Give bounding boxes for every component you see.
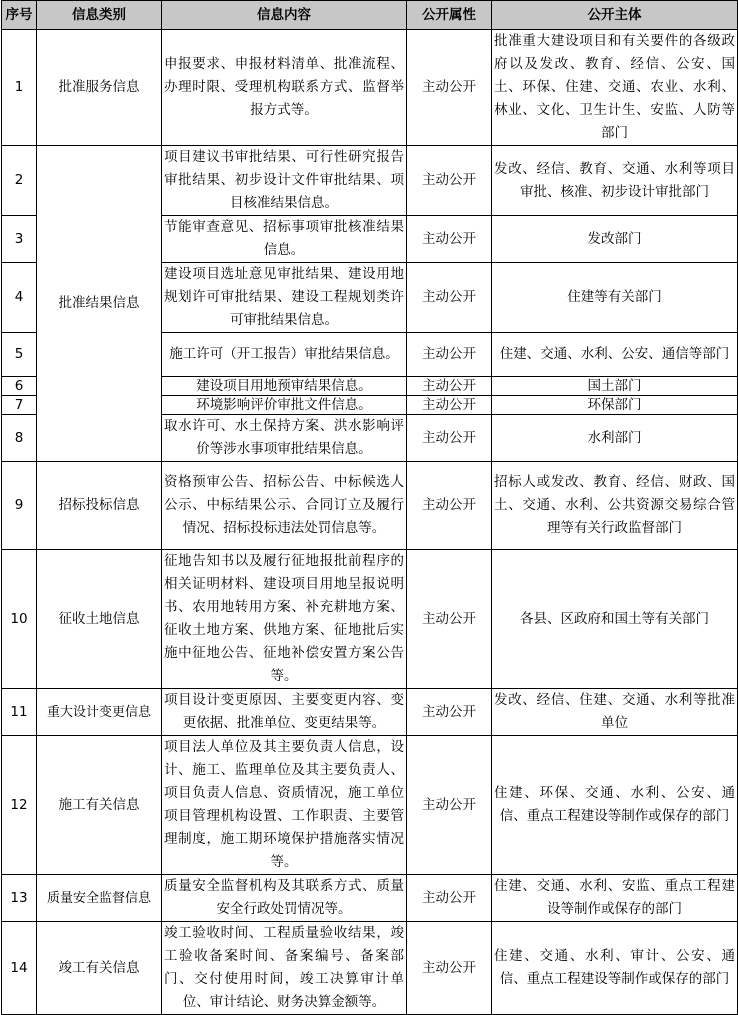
row-index: 10: [2, 550, 37, 689]
row-attribute: 主动公开: [407, 263, 492, 333]
row-content: 征地告知书以及履行征地报批前程序的相关证明材料、建设项目用地呈报说明书、农用地转用方案、补充耕地方案、征收土地方案、供地方案、征地批后实施中征地公告、征地补偿安置方案公告等。: [162, 550, 407, 689]
row-index: 9: [2, 462, 37, 550]
row-content: 项目建议书审批结果、可行性研究报告审批结果、初步设计文件审批结果、项目核准结果信息。: [162, 146, 407, 216]
row-content: 竣工验收时间、工程质量验收结果，竣工验收备案时间、备案编号、备案部门、交付使用时间，竣工决算审计单位、审计结论、财务决算金额等。: [162, 922, 407, 1015]
row-attribute: 主动公开: [407, 396, 492, 415]
row-content: 节能审查意见、招标事项审批核准结果信息。: [162, 216, 407, 263]
row-index: 6: [2, 377, 37, 396]
row-attribute: 主动公开: [407, 333, 492, 377]
row-attribute: 主动公开: [407, 922, 492, 1015]
row-content: 建设项目选址意见审批结果、建设用地规划许可审批结果、建设工程规划类许可审批结果信息。: [162, 263, 407, 333]
row-category: 施工有关信息: [37, 736, 162, 875]
table-row: [2, 30, 738, 146]
row-subject: 各县、区政府和国土等有关部门: [492, 550, 738, 689]
row-index: 7: [2, 396, 37, 415]
row-category: 质量安全监督信息: [37, 875, 162, 922]
row-content: 项目设计变更原因、主要变更内容、变更依据、批准单位、变更结果等。: [162, 689, 407, 736]
row-index: 4: [2, 263, 37, 333]
row-attribute: 主动公开: [407, 30, 492, 146]
row-content: 资格预审公告、招标公告、中标候选人公示、中标结果公示、合同订立及履行情况、招标投标违法处罚信息等。: [162, 462, 407, 550]
row-content: 建设项目用地预审结果信息。: [162, 377, 407, 396]
row-attribute: 主动公开: [407, 462, 492, 550]
row-attribute: 主动公开: [407, 550, 492, 689]
row-attribute: 主动公开: [407, 216, 492, 263]
row-subject: 发改部门: [492, 216, 738, 263]
row-attribute: 主动公开: [407, 377, 492, 396]
header-index: 序号: [2, 1, 37, 30]
header-row: [2, 1, 738, 30]
table-row: [2, 550, 738, 689]
row-subject: 发改、经信、住建、交通、水利等批准单位: [492, 689, 738, 736]
row-subject: 住建等有关部门: [492, 263, 738, 333]
row-attribute: 主动公开: [407, 415, 492, 462]
row-subject: 住建、交通、水利、审计、公安、通信、重点工程建设等制作或保存的部门: [492, 922, 738, 1015]
row-subject: 招标人或发改、教育、经信、财政、国土、交通、水利、公共资源交易综合管理等有关行政监督部门: [492, 462, 738, 550]
table-row: [2, 875, 738, 922]
table-row: [2, 922, 738, 1015]
row-index: 12: [2, 736, 37, 875]
row-category: 招标投标信息: [37, 462, 162, 550]
table-row: [2, 462, 738, 550]
row-subject: 住建、环保、交通、水利、公安、通信、重点工程建设等制作或保存的部门: [492, 736, 738, 875]
row-category: 竣工有关信息: [37, 922, 162, 1015]
table-row: [2, 146, 738, 216]
row-subject: 国土部门: [492, 377, 738, 396]
row-category: 重大设计变更信息: [37, 689, 162, 736]
row-subject: 住建、交通、水利、公安、通信等部门: [492, 333, 738, 377]
row-content: 环境影响评价审批文件信息。: [162, 396, 407, 415]
row-content: 取水许可、水土保持方案、洪水影响评价等涉水事项审批结果信息。: [162, 415, 407, 462]
row-subject: 批准重大建设项目和有关要件的各级政府以及发改、教育、经信、公安、国土、环保、住建、交通、农业、水利、林业、文化、卫生计生、安监、人防等部门: [492, 30, 738, 146]
row-subject: 发改、经信、教育、交通、水利等项目审批、核准、初步设计审批部门: [492, 146, 738, 216]
row-index: 11: [2, 689, 37, 736]
row-category: 征收土地信息: [37, 550, 162, 689]
row-index: 3: [2, 216, 37, 263]
row-attribute: 主动公开: [407, 875, 492, 922]
row-attribute: 主动公开: [407, 146, 492, 216]
row-index: 2: [2, 146, 37, 216]
header-attribute: 公开属性: [407, 1, 492, 30]
row-content: 项目法人单位及其主要负责人信息，设计、施工、监理单位及其主要负责人、项目负责人信息、资质情况，施工单位项目管理机构设置、工作职责、主要管理制度，施工期环境保护措施落实情况等。: [162, 736, 407, 875]
table-row: [2, 689, 738, 736]
row-index: 14: [2, 922, 37, 1015]
row-subject: 环保部门: [492, 396, 738, 415]
row-category: 批准结果信息: [37, 146, 162, 462]
table-row: [2, 736, 738, 875]
disclosure-table: [1, 0, 738, 1015]
header-subject: 公开主体: [492, 1, 738, 30]
row-content: 施工许可（开工报告）审批结果信息。: [162, 333, 407, 377]
row-index: 13: [2, 875, 37, 922]
row-index: 8: [2, 415, 37, 462]
row-index: 1: [2, 30, 37, 146]
row-subject: 住建、交通、水利、安监、重点工程建设等制作或保存的部门: [492, 875, 738, 922]
row-subject: 水利部门: [492, 415, 738, 462]
row-content: 质量安全监督机构及其联系方式、质量安全行政处罚情况等。: [162, 875, 407, 922]
row-index: 5: [2, 333, 37, 377]
row-category: 批准服务信息: [37, 30, 162, 146]
row-attribute: 主动公开: [407, 689, 492, 736]
header-content: 信息内容: [162, 1, 407, 30]
row-content: 申报要求、申报材料清单、批准流程、办理时限、受理机构联系方式、监督举报方式等。: [162, 30, 407, 146]
header-category: 信息类别: [37, 1, 162, 30]
row-attribute: 主动公开: [407, 736, 492, 875]
